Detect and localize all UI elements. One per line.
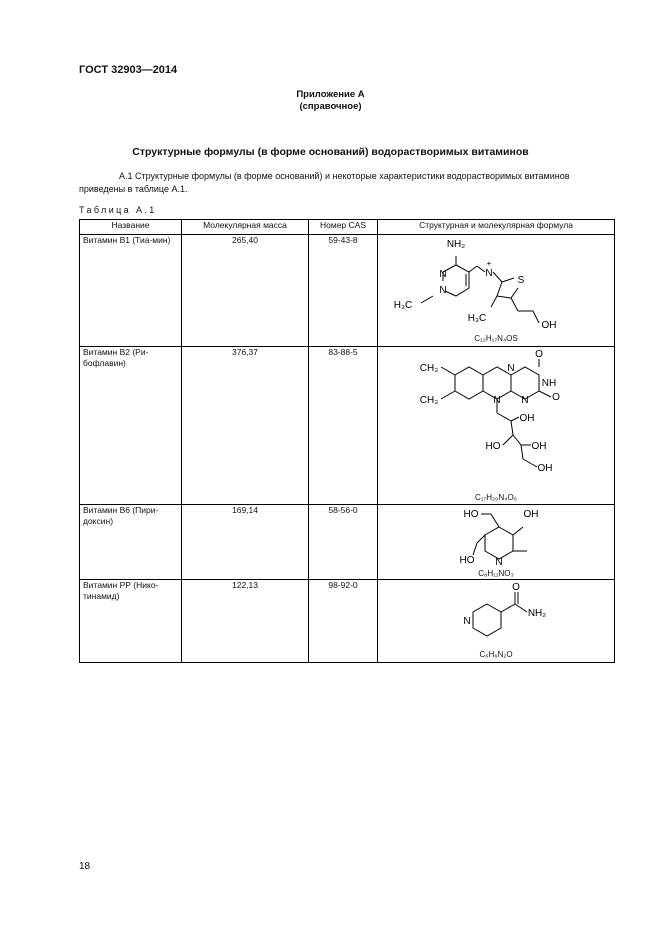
- molecular-mass: 265,40: [182, 235, 309, 347]
- label: +: [486, 259, 492, 268]
- cas-number: 98-92-0: [309, 580, 378, 663]
- appendix-subtitle: (справочное): [299, 101, 362, 112]
- table-row: [80, 505, 615, 580]
- cas-number: 58-56-0: [309, 505, 378, 580]
- label: O: [512, 582, 520, 593]
- column-header-mass: Молекулярная масса: [182, 220, 309, 235]
- vitamin-name: Витамин В2 (Ри-бофлавин): [80, 347, 182, 505]
- molecular-formula: C₈H₁₁NO₃: [478, 569, 514, 578]
- molecular-mass: 376,37: [182, 347, 309, 505]
- vitamin-name: Витамин В6 (Пири-доксин): [80, 505, 182, 580]
- column-header-name: Название: [80, 220, 182, 235]
- label: OH: [523, 509, 539, 520]
- appendix-title: Приложение А: [296, 89, 365, 100]
- structure-cell: [378, 580, 615, 663]
- thiamine-structure: [381, 235, 613, 332]
- structure-cell: [378, 235, 615, 347]
- vitamins-table: [79, 219, 615, 663]
- label: N: [463, 616, 471, 627]
- column-header-formula: Структурная и молекулярная формула: [378, 220, 615, 235]
- label: N: [493, 395, 501, 406]
- label: NH₂: [446, 239, 466, 250]
- molecular-formula: C₆H₆N₂O: [479, 650, 513, 659]
- label: N: [495, 557, 503, 567]
- label: OH: [531, 441, 547, 452]
- label: CH₃: [419, 395, 439, 406]
- label: NH: [541, 378, 557, 389]
- table-row: [80, 347, 615, 505]
- label: HO: [463, 509, 479, 520]
- nicotinamide-structure: [381, 580, 613, 650]
- label: HO: [459, 555, 475, 566]
- label: N: [521, 395, 529, 406]
- standard-number: ГОСТ 32903—2014: [79, 64, 178, 76]
- vitamin-name: Витамин РР (Нико-тинамид): [80, 580, 182, 663]
- riboflavin-structure: [381, 347, 613, 494]
- table-row: [80, 580, 615, 663]
- molecular-formula: C₁₇H₂₀N₄O₆: [475, 493, 517, 502]
- table-header-row: [80, 220, 615, 235]
- table-caption: Таблица А.1: [79, 205, 157, 215]
- vitamin-name: Витамин В1 (Тиа-мин): [80, 235, 182, 347]
- cas-number: 83-88-5: [309, 347, 378, 505]
- column-header-cas: Номер CAS: [309, 220, 378, 235]
- label: OH: [537, 463, 553, 474]
- label: S: [517, 275, 525, 286]
- molecular-mass: 122,13: [182, 580, 309, 663]
- molecular-formula: C₁₂H₁₇N₄OS: [474, 334, 518, 343]
- table-row: [80, 235, 615, 347]
- pyridoxine-structure: [381, 505, 613, 567]
- label: CH₃: [419, 363, 439, 374]
- label: N: [439, 285, 447, 296]
- label: OH: [541, 320, 557, 331]
- page-number: 18: [79, 861, 91, 872]
- label: O: [552, 392, 560, 403]
- label: OH: [519, 413, 535, 424]
- label: H₃C: [393, 300, 413, 311]
- structure-cell: [378, 347, 615, 505]
- label: N: [485, 268, 493, 279]
- label: N: [439, 269, 447, 280]
- label: H₃C: [467, 313, 487, 324]
- section-paragraph: А.1 Структурные формулы (в форме оснований) и некоторые характеристики водорастворимых витаминов приведены в таблице А.1.: [79, 171, 570, 194]
- molecular-mass: 169,14: [182, 505, 309, 580]
- label: O: [535, 349, 543, 360]
- structure-cell: [378, 505, 615, 580]
- label: HO: [485, 441, 501, 452]
- section-heading: Структурные формулы (в форме оснований) водорастворимых витаминов: [132, 146, 529, 158]
- label: NH₂: [527, 608, 547, 619]
- cas-number: 59-43-8: [309, 235, 378, 347]
- label: N: [507, 363, 515, 374]
